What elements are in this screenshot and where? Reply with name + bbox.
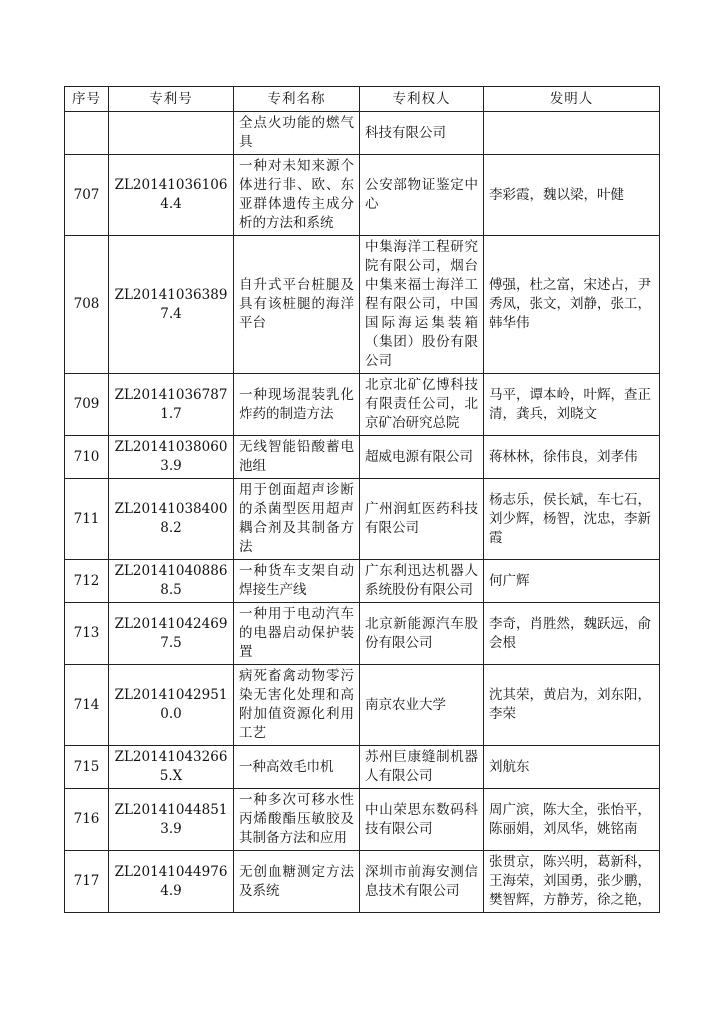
header-patentee: 专利权人 [360,87,484,112]
cell-patent-name: 用于创面超声诊断的杀菌型医用超声耦合剂及其制备方法 [234,479,360,560]
table-row [65,665,660,746]
cell-inventors: 沈其荣，黄启为，刘东阳，李荣 [484,665,660,746]
cell-patentee: 北京新能源汽车股份有限公司 [360,603,484,665]
cell-patentee: 超威电源有限公司 [360,436,484,479]
cell-patent-number: ZL201410408868.5 [109,560,234,603]
cell-inventors: 傅强，杜之富，宋述占，尹秀凤，张文，刘静，张工，韩华伟 [484,236,660,374]
cell-serial: 714 [65,665,109,746]
cell-inventors: 杨志乐，侯长斌，车七石，刘少辉，杨智，沈忠，李新霞 [484,479,660,560]
table-row [65,603,660,665]
cell-patent-number: ZL201410448513.9 [109,789,234,851]
cell-inventors [484,112,660,155]
header-patent-name: 专利名称 [234,87,360,112]
cell-patent-name: 一种现场混装乳化炸药的制造方法 [234,374,360,436]
cell-serial: 711 [65,479,109,560]
table-row [65,436,660,479]
cell-inventors: 蒋林林，徐伟良，刘孝伟 [484,436,660,479]
cell-inventors: 何广辉 [484,560,660,603]
cell-patentee: 广东利迅达机器人系统股份有限公司 [360,560,484,603]
cell-patentee: 南京农业大学 [360,665,484,746]
cell-patent-number: ZL201410363897.4 [109,236,234,374]
table-row [65,851,660,913]
table-row [65,560,660,603]
header-inventors: 发明人 [484,87,660,112]
cell-serial: 717 [65,851,109,913]
cell-patentee: 苏州巨康缝制机器人有限公司 [360,746,484,789]
cell-patent-name: 一种高效毛巾机 [234,746,360,789]
cell-inventors: 周广滨，陈大全，张怡平，陈丽娟，刘凤华，姚铭南 [484,789,660,851]
cell-patent-number: ZL201410384008.2 [109,479,234,560]
cell-patentee: 科技有限公司 [360,112,484,155]
header-patent-number: 专利号 [109,87,234,112]
cell-serial: 712 [65,560,109,603]
cell-patentee: 北京北矿亿博科技有限责任公司，北京矿冶研究总院 [360,374,484,436]
cell-serial: 713 [65,603,109,665]
cell-patent-number: ZL201410367871.7 [109,374,234,436]
cell-inventors: 李奇，肖胜然，魏跃远，俞会根 [484,603,660,665]
cell-serial: 709 [65,374,109,436]
cell-inventors: 马平，谭本岭，叶辉，查正清，龚兵，刘晓文 [484,374,660,436]
cell-patent-name: 自升式平台桩腿及具有该桩腿的海洋平台 [234,236,360,374]
cell-patentee: 中山荣思东数码科技有限公司 [360,789,484,851]
cell-patent-number: ZL201410424697.5 [109,603,234,665]
cell-patentee: 广州润虹医药科技有限公司 [360,479,484,560]
cell-patentee: 中集海洋工程研究院有限公司，烟台中集来福士海洋工程有限公司，中国国际海运集装箱（集团）股份有限公司 [360,236,484,374]
patent-table [64,86,660,913]
table-row [65,479,660,560]
cell-patent-name: 一种用于电动汽车的电器启动保护装置 [234,603,360,665]
table-row [65,746,660,789]
cell-serial [65,112,109,155]
cell-serial: 707 [65,155,109,236]
cell-patent-number [109,112,234,155]
cell-patent-name: 一种货车支架自动焊接生产线 [234,560,360,603]
cell-inventors: 张贯京，陈兴明，葛新科，王海荣，刘国勇，张少鹏，樊智辉，方静芳，徐之艳， [484,851,660,913]
cell-serial: 716 [65,789,109,851]
cell-patentee: 公安部物证鉴定中心 [360,155,484,236]
cell-patent-name: 无线智能铅酸蓄电池组 [234,436,360,479]
cell-inventors: 李彩霞，魏以梁，叶健 [484,155,660,236]
cell-patent-number: ZL201410449764.9 [109,851,234,913]
table-row [65,155,660,236]
header-serial: 序号 [65,87,109,112]
cell-inventors: 刘航东 [484,746,660,789]
cell-patent-name: 全点火功能的燃气具 [234,112,360,155]
cell-patent-name: 无创血糖测定方法及系统 [234,851,360,913]
cell-serial: 708 [65,236,109,374]
cell-patent-number: ZL201410429510.0 [109,665,234,746]
cell-patent-name: 一种对未知来源个体进行非、欧、东亚群体遗传主成分析的方法和系统 [234,155,360,236]
cell-patent-number: ZL201410361064.4 [109,155,234,236]
cell-serial: 715 [65,746,109,789]
header-row [65,87,660,112]
table-row [65,789,660,851]
cell-patent-number: ZL201410380603.9 [109,436,234,479]
table-row [65,236,660,374]
cell-patent-name: 一种多次可移水性丙烯酸酯压敏胶及其制备方法和应用 [234,789,360,851]
table-row [65,374,660,436]
cell-serial: 710 [65,436,109,479]
cell-patent-name: 病死畜禽动物零污染无害化处理和高附加值资源化利用工艺 [234,665,360,746]
cell-patentee: 深圳市前海安测信息技术有限公司 [360,851,484,913]
table-row [65,112,660,155]
cell-patent-number: ZL201410432665.X [109,746,234,789]
